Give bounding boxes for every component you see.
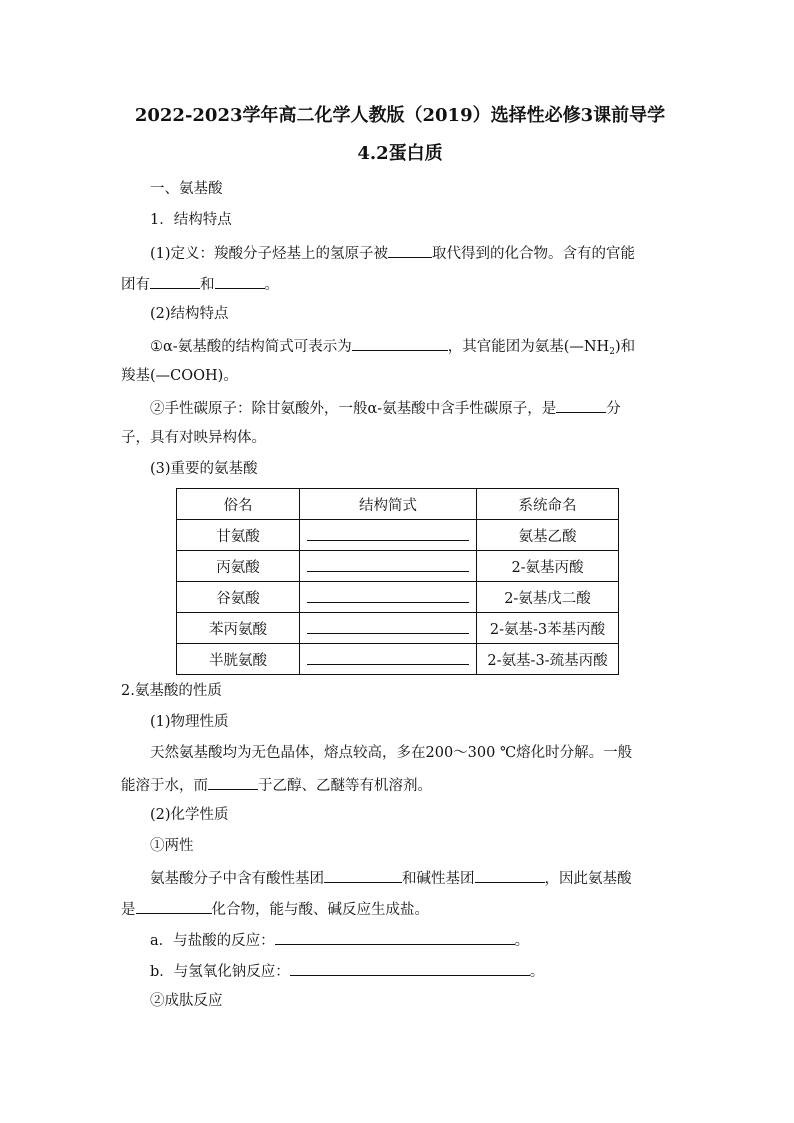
answer-blank[interactable]: [352, 336, 448, 351]
answer-blank[interactable]: [290, 961, 530, 976]
common-name-cell: 苯丙氨酸: [177, 613, 300, 644]
answer-blank[interactable]: [307, 619, 469, 634]
systematic-name-cell: 氨基乙酸: [477, 520, 619, 551]
reaction-naoh: b．与氢氧化钠反应： 。: [150, 961, 544, 981]
answer-blank[interactable]: [475, 868, 545, 883]
table-header-cell: 结构简式: [300, 489, 477, 520]
feature-1-line-2: 羧基(—COOH)。: [121, 368, 238, 384]
answer-blank[interactable]: [388, 243, 432, 258]
amphoteric-line-1: 氨基酸分子中含有酸性基团 和碱性基团 ，因此氨基酸: [150, 868, 632, 888]
answer-blank[interactable]: [136, 899, 212, 914]
systematic-name-cell: 2-氨基戊二酸: [477, 582, 619, 613]
subheading-chemical-properties: (2)化学性质: [150, 807, 229, 823]
page-subtitle: 4.2蛋白质: [357, 143, 443, 164]
amphoteric-line-2: 是 化合物，能与酸、碱反应生成盐。: [121, 899, 429, 919]
answer-blank[interactable]: [307, 650, 469, 665]
table-row: [177, 582, 619, 613]
formula-cell[interactable]: [300, 551, 477, 582]
amphoteric-heading: ①两性: [150, 838, 194, 854]
table-header-row: [177, 489, 619, 520]
subheading-properties: 2.氨基酸的性质: [121, 683, 222, 699]
common-name-cell: 半胱氨酸: [177, 644, 300, 675]
peptide-reaction-heading: ②成肽反应: [150, 993, 223, 1009]
formula-cell[interactable]: [300, 644, 477, 675]
common-name-cell: 谷氨酸: [177, 582, 300, 613]
table-row: [177, 520, 619, 551]
systematic-name-cell: 2-氨基丙酸: [477, 551, 619, 582]
answer-blank[interactable]: [307, 588, 469, 603]
answer-blank[interactable]: [324, 868, 402, 883]
table-header-cell: 系统命名: [477, 489, 619, 520]
answer-blank[interactable]: [275, 930, 515, 945]
table-row: [177, 613, 619, 644]
answer-blank[interactable]: [307, 526, 469, 541]
answer-blank[interactable]: [307, 557, 469, 572]
common-name-cell: 丙氨酸: [177, 551, 300, 582]
definition-line-1: (1)定义：羧酸分子烃基上的氢原子被 取代得到的化合物。含有的官能: [150, 243, 635, 263]
definition-line-2: 团有 和 。: [121, 274, 279, 294]
subheading-structural-features: (2)结构特点: [150, 306, 229, 322]
table-row: [177, 551, 619, 582]
formula-cell[interactable]: [300, 582, 477, 613]
answer-blank[interactable]: [208, 775, 258, 790]
physical-line-2: 能溶于水，而 于乙醇、乙醚等有机溶剂。: [121, 775, 432, 795]
reaction-hcl: a．与盐酸的反应： 。: [150, 930, 529, 950]
formula-cell[interactable]: [300, 613, 477, 644]
feature-1-line-1: ①α-氨基酸的结构简式可表示为 ，其官能团为氨基$(—NH_2)$和: [150, 336, 635, 361]
subheading-structure: 1．结构特点: [150, 212, 232, 228]
systematic-name-cell: 2-氨基-3-巯基丙酸: [477, 644, 619, 675]
subheading-important-amino-acids: (3)重要的氨基酸: [150, 461, 258, 477]
answer-blank[interactable]: [556, 398, 606, 413]
page-title: 2022-2023学年高二化学人教版（2019）选择性必修3课前导学: [134, 105, 666, 126]
table-header-cell: 俗名: [177, 489, 300, 520]
answer-blank[interactable]: [150, 274, 200, 289]
answer-blank[interactable]: [215, 274, 265, 289]
systematic-name-cell: 2-氨基-3苯基丙酸: [477, 613, 619, 644]
feature-2-line-2: 子，具有对映异构体。: [121, 430, 266, 446]
table-row: [177, 644, 619, 675]
amino-acid-table: [176, 488, 619, 675]
subheading-physical-properties: (1)物理性质: [150, 714, 229, 730]
section-heading-amino-acids: 一、氨基酸: [150, 181, 223, 197]
common-name-cell: 甘氨酸: [177, 520, 300, 551]
physical-line-1: 天然氨基酸均为无色晶体，熔点较高，多在200～300 ℃熔化时分解。一般: [150, 745, 633, 761]
feature-2-line-1: ②手性碳原子：除甘氨酸外，一般α-氨基酸中含手性碳原子，是 分: [150, 398, 621, 418]
formula-cell[interactable]: [300, 520, 477, 551]
